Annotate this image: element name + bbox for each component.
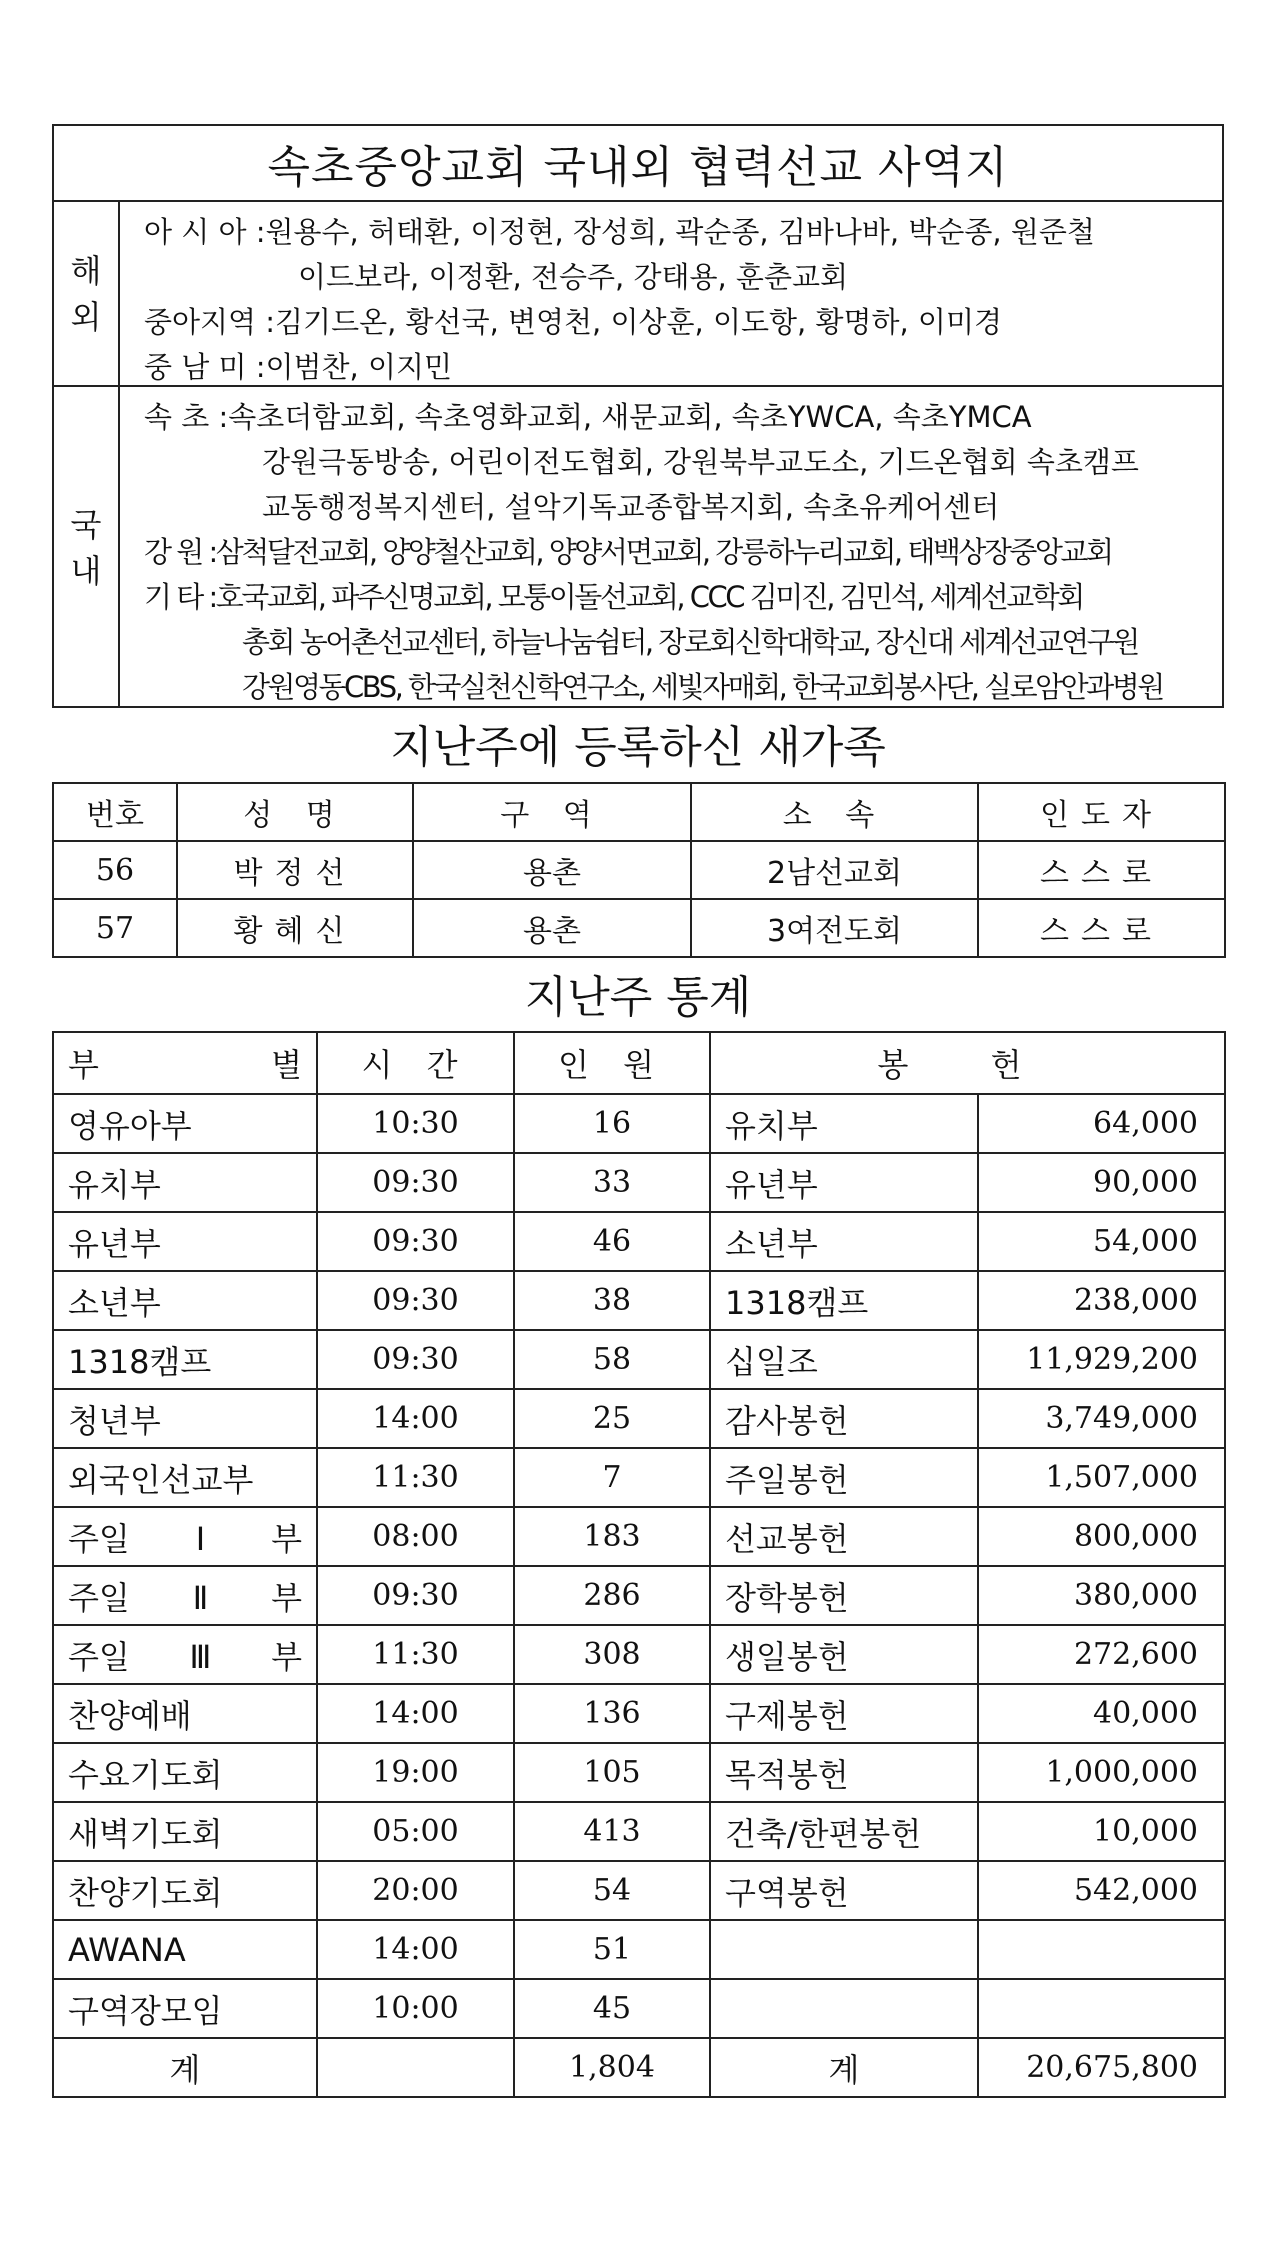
attendance: 16: [514, 1094, 710, 1153]
mission-line: [144, 575, 1222, 620]
stats-row: [53, 1684, 1225, 1743]
service-time: 20:00: [317, 1861, 514, 1920]
service-time: 09:30: [317, 1566, 514, 1625]
offering-amount: [978, 1979, 1225, 2038]
total-row: [53, 2038, 1225, 2097]
region-label: 기 타 :: [144, 580, 216, 614]
col-header-guide: 인도자: [978, 783, 1225, 841]
offering-amount: 238,000: [978, 1271, 1225, 1330]
total-empty-cell: [317, 2038, 514, 2097]
mission-names: 강원영동CBS, 한국실천신학연구소, 세빛자매회, 한국교회봉사단, 실로암안과병원: [242, 670, 1163, 704]
stats-row: [53, 1861, 1225, 1920]
offering-amount: 542,000: [978, 1861, 1225, 1920]
stats-row: [53, 1330, 1225, 1389]
attendance: 45: [514, 1979, 710, 2038]
new-family-table: [52, 782, 1226, 958]
offering-amount: 3,749,000: [978, 1389, 1225, 1448]
service-time: 09:30: [317, 1271, 514, 1330]
col-header-dept: 부 별: [53, 1032, 317, 1094]
dept-name: 주일Ⅲ부: [53, 1625, 317, 1684]
cell-affiliation: 3여전도회: [691, 899, 978, 957]
mission-names: 총회 농어촌선교센터, 하늘나눔쉼터, 장로회신학대학교, 장신대 세계선교연구원: [242, 625, 1138, 659]
service-time: 05:00: [317, 1802, 514, 1861]
mission-names: 속초더함교회, 속초영화교회, 새문교회, 속초YWCA, 속초YMCA: [228, 400, 1032, 434]
stats-row: [53, 1802, 1225, 1861]
attendance: 413: [514, 1802, 710, 1861]
offering-name: 구역봉헌: [710, 1861, 978, 1920]
col-header-time: 시 간: [317, 1032, 514, 1094]
cell-district: 용촌: [413, 899, 691, 957]
offering-amount: 1,507,000: [978, 1448, 1225, 1507]
cell-number: 56: [53, 841, 177, 899]
service-time: 09:30: [317, 1153, 514, 1212]
attendance: 286: [514, 1566, 710, 1625]
cell-name: 황혜신: [177, 899, 413, 957]
col-header-district: 구 역: [413, 783, 691, 841]
stats-row: [53, 1094, 1225, 1153]
mission-line: [144, 395, 1222, 440]
cell-guide: 스스로: [978, 841, 1225, 899]
attendance: 25: [514, 1389, 710, 1448]
offering-name: 십일조: [710, 1330, 978, 1389]
cell-name: 박정선: [177, 841, 413, 899]
mission-line: [144, 440, 1222, 485]
mission-names: 교동행정복지센터, 설악기독교종합복지회, 속초유케어센터: [262, 490, 1000, 524]
stats-title: 지난주 통계: [524, 972, 752, 1023]
domestic-block: [54, 387, 1222, 708]
stats-row: [53, 1920, 1225, 1979]
offering-amount: 40,000: [978, 1684, 1225, 1743]
stats-row: [53, 1153, 1225, 1212]
dept-name: 찬양예배: [53, 1684, 317, 1743]
offering-total-label: 계: [710, 2038, 978, 2097]
mission-names: 이드보라, 이정환, 전승주, 강태용, 훈춘교회: [298, 260, 848, 294]
mission-line: [144, 345, 1222, 390]
service-time: 14:00: [317, 1920, 514, 1979]
offering-name: [710, 1920, 978, 1979]
mission-names: 원용수, 허태환, 이정현, 장성희, 곽순종, 김바나바, 박순종, 원준철: [265, 215, 1095, 249]
dept-name: 유년부: [53, 1212, 317, 1271]
attendance: 46: [514, 1212, 710, 1271]
table-header-row: [53, 783, 1225, 841]
attendance: 7: [514, 1448, 710, 1507]
attendance: 58: [514, 1330, 710, 1389]
service-time: 11:30: [317, 1448, 514, 1507]
stats-row: [53, 1507, 1225, 1566]
mission-line: [144, 300, 1222, 345]
cell-guide: 스스로: [978, 899, 1225, 957]
stats-row: [53, 1212, 1225, 1271]
offering-amount: 64,000: [978, 1094, 1225, 1153]
service-time: 10:00: [317, 1979, 514, 2038]
attendance: 136: [514, 1684, 710, 1743]
dept-name: 주일Ⅰ부: [53, 1507, 317, 1566]
offering-name: 소년부: [710, 1212, 978, 1271]
offering-amount: 380,000: [978, 1566, 1225, 1625]
offering-amount: 272,600: [978, 1625, 1225, 1684]
dept-name: 주일Ⅱ부: [53, 1566, 317, 1625]
total-people: 1,804: [514, 2038, 710, 2097]
side-char: 해: [70, 251, 102, 290]
side-char: 외: [70, 297, 102, 336]
mission-names: 호국교회, 파주신명교회, 모퉁이돌선교회, CCC 김미진, 김민석, 세계선교학회: [215, 580, 1083, 614]
mission-line: [144, 665, 1222, 710]
mission-names: 삼척달전교회, 양양철산교회, 양양서면교회, 강릉하누리교회, 태백상장중앙교회: [215, 535, 1112, 569]
dept-name: 소년부: [53, 1271, 317, 1330]
offering-amount: 54,000: [978, 1212, 1225, 1271]
mission-names: 강원극동방송, 어린이전도협회, 강원북부교도소, 기드온협회 속초캠프: [262, 445, 1139, 479]
mission-line: [144, 530, 1222, 575]
attendance: 105: [514, 1743, 710, 1802]
service-time: 10:30: [317, 1094, 514, 1153]
offering-total-amount: 20,675,800: [978, 2038, 1225, 2097]
service-time: 09:30: [317, 1330, 514, 1389]
dept-name: 1318캠프: [53, 1330, 317, 1389]
missions-title: 속초중앙교회 국내외 협력선교 사역지: [54, 126, 1222, 202]
cell-number: 57: [53, 899, 177, 957]
region-label: 중 남 미 :: [144, 350, 266, 384]
total-label: 계: [53, 2038, 317, 2097]
offering-name: 유치부: [710, 1094, 978, 1153]
stats-row: [53, 1448, 1225, 1507]
dept-name: 유치부: [53, 1153, 317, 1212]
offering-name: 장학봉헌: [710, 1566, 978, 1625]
new-family-title: 지난주에 등록하신 새가족: [390, 722, 886, 773]
offering-name: 유년부: [710, 1153, 978, 1212]
missions-box: [52, 124, 1224, 708]
table-header-row: [53, 1032, 1225, 1094]
col-header-number: 번호: [53, 783, 177, 841]
col-header-affiliation: 소 속: [691, 783, 978, 841]
col-header-offering: 봉 헌: [710, 1032, 1225, 1094]
stats-row: [53, 1271, 1225, 1330]
overseas-list: [120, 202, 1222, 385]
service-time: 14:00: [317, 1684, 514, 1743]
offering-amount: 1,000,000: [978, 1743, 1225, 1802]
dept-name: 구역장모임: [53, 1979, 317, 2038]
table-row: [53, 841, 1225, 899]
overseas-block: [54, 202, 1222, 387]
region-label: 아 시 아 :: [144, 215, 266, 249]
stats-row: [53, 1743, 1225, 1802]
overseas-side-label: [54, 202, 120, 385]
col-header-people: 인 원: [514, 1032, 710, 1094]
dept-name: 새벽기도회: [53, 1802, 317, 1861]
stats-row: [53, 1979, 1225, 2038]
offering-amount: [978, 1920, 1225, 1979]
dept-name: 찬양기도회: [53, 1861, 317, 1920]
offering-amount: 11,929,200: [978, 1330, 1225, 1389]
mission-line: [144, 620, 1222, 665]
region-label: 강 원 :: [144, 535, 216, 569]
cell-district: 용촌: [413, 841, 691, 899]
region-label: 속 초 :: [144, 400, 229, 434]
dept-name: 청년부: [53, 1389, 317, 1448]
stats-table: [52, 1031, 1226, 2098]
offering-name: 1318캠프: [710, 1271, 978, 1330]
dept-name: 수요기도회: [53, 1743, 317, 1802]
service-time: 14:00: [317, 1389, 514, 1448]
region-label: 중아지역 :: [144, 305, 276, 339]
offering-name: 구제봉헌: [710, 1684, 978, 1743]
stats-row: [53, 1566, 1225, 1625]
side-char: 내: [70, 551, 102, 590]
mission-names: 이범찬, 이지민: [265, 350, 452, 384]
offering-name: 선교봉헌: [710, 1507, 978, 1566]
attendance: 51: [514, 1920, 710, 1979]
table-row: [53, 899, 1225, 957]
attendance: 308: [514, 1625, 710, 1684]
col-header-name: 성 명: [177, 783, 413, 841]
domestic-list: [120, 387, 1222, 708]
offering-amount: 10,000: [978, 1802, 1225, 1861]
attendance: 38: [514, 1271, 710, 1330]
cell-affiliation: 2남선교회: [691, 841, 978, 899]
attendance: 183: [514, 1507, 710, 1566]
dept-name: AWANA: [53, 1920, 317, 1979]
offering-name: 주일봉헌: [710, 1448, 978, 1507]
service-time: 19:00: [317, 1743, 514, 1802]
mission-line: [144, 255, 1222, 300]
attendance: 33: [514, 1153, 710, 1212]
service-time: 08:00: [317, 1507, 514, 1566]
offering-name: 건축/한편봉헌: [710, 1802, 978, 1861]
mission-names: 김기드온, 황선국, 변영천, 이상훈, 이도항, 황명하, 이미경: [275, 305, 1002, 339]
service-time: 11:30: [317, 1625, 514, 1684]
offering-amount: 800,000: [978, 1507, 1225, 1566]
stats-row: [53, 1389, 1225, 1448]
offering-name: 목적봉헌: [710, 1743, 978, 1802]
mission-line: [144, 210, 1222, 255]
side-char: 국: [70, 505, 102, 544]
stats-row: [53, 1625, 1225, 1684]
offering-name: 생일봉헌: [710, 1625, 978, 1684]
mission-line: [144, 485, 1222, 530]
domestic-side-label: [54, 387, 120, 708]
attendance: 54: [514, 1861, 710, 1920]
offering-name: [710, 1979, 978, 2038]
offering-name: 감사봉헌: [710, 1389, 978, 1448]
offering-amount: 90,000: [978, 1153, 1225, 1212]
service-time: 09:30: [317, 1212, 514, 1271]
dept-name: 외국인선교부: [53, 1448, 317, 1507]
dept-name: 영유아부: [53, 1094, 317, 1153]
